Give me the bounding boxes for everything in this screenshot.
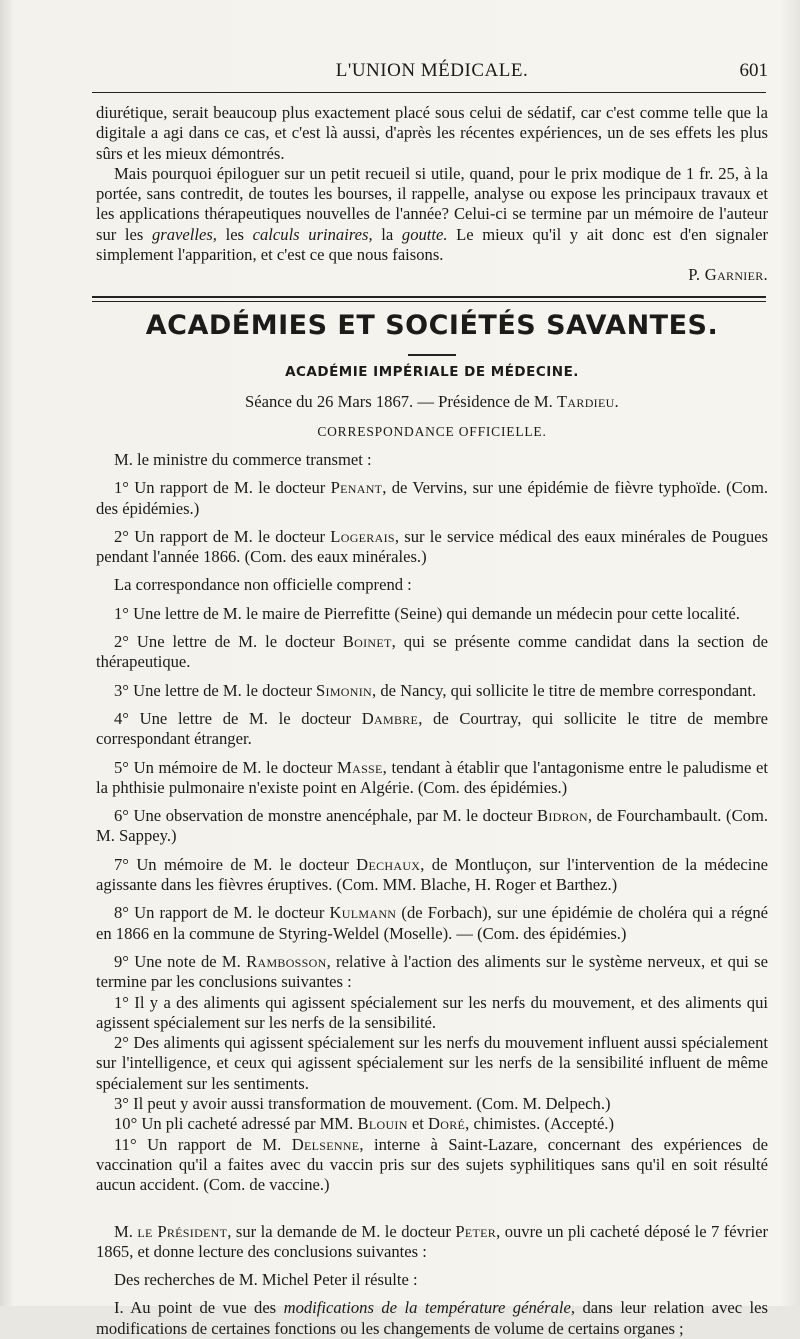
running-title: L'UNION MÉDICALE. — [335, 60, 529, 81]
nonofficial-item-9: 9° Une note de M. Rambosson, relative à l'action des aliments sur le système nerveux, et qui se termine par les conclusions suivantes : — [96, 951, 768, 992]
nonofficial-intro: La correspondance non officielle comprend : — [114, 575, 412, 595]
section-rule-bottom — [92, 301, 766, 302]
intro-review — [96, 103, 768, 286]
header-rule — [92, 92, 766, 93]
nonofficial-item-8: 8° Un rapport de M. le docteur Kulmann (de Forbach), sur une épidémie de choléra qui a régné en 1866 en la commune de Styring-Weldel (Moselle). — (Com. des épidémies.) — [96, 903, 769, 943]
section-rule-top — [92, 296, 766, 298]
running-header — [96, 60, 768, 88]
correspondance-officielle-heading: CORRESPONDANCE OFFICIELLE. — [317, 424, 547, 439]
official-item-1: 1° Un rapport de M. le docteur Penant, de Vervins, sur une épidémie de fièvre typhoïde. (Com. des épidémies.) — [96, 478, 769, 518]
seance-line: Séance du 26 Mars 1867. — Présidence de M. Tardieu. — [245, 392, 619, 411]
title-divider — [408, 354, 456, 356]
nonofficial-item-11: 11° Un rapport de M. Delsenne, interne à Saint-Lazare, concernant des expériences de vaccination qu'il a faites avec du vaccin pris sur des sujets syphilitiques sans qu'il en soit résulté aucun accident. (Com. de vaccine.) — [96, 1134, 768, 1195]
nonofficial-item-10: 10° Un pli cacheté adressé par MM. Blouin et Doré, chimistes. (Accepté.) — [114, 1114, 614, 1134]
nonofficial-item-2: 2° Une lettre de M. le docteur Boinet, qui se présente comme candidat dans la section de thérapeutique. — [96, 632, 768, 672]
page-number: 601 — [739, 60, 768, 81]
conclusion-1: 1° Il y a des aliments qui agissent spécialement sur les nerfs du mouvement, et des aliments qui agissent spécialement sur les nerfs de la sensibilité. — [96, 992, 768, 1032]
nonofficial-item-5: 5° Un mémoire de M. le docteur Masse, tendant à établir que l'antagonisme entre le paludisme et la phthisie pulmonaire n'existe point en Algérie. (Com. des épidémies.) — [96, 757, 768, 797]
final-paragraph: I. Au point de vue des modifications de la température générale, dans leur relation avec les modifications de certaines fonctions ou les changements de volume de certains organes ; — [96, 1298, 768, 1338]
minister-line: M. le ministre du commerce transmet : — [114, 450, 372, 469]
signature: P. Garnier. — [688, 265, 768, 285]
research-line: Des recherches de M. Michel Peter il résulte : — [114, 1270, 418, 1290]
nonofficial-item-4: 4° Une lettre de M. le docteur Dambre, de Courtray, qui sollicite le titre de membre correspondant étranger. — [96, 708, 768, 749]
nonofficial-item-1: 1° Une lettre de M. le maire de Pierrefitte (Seine) qui demande un médecin pour cette localité. — [114, 603, 740, 623]
nonofficial-item-7: 7° Un mémoire de M. le docteur Dechaux, de Montluçon, sur l'intervention de la médecine agissante dans les fièvres éruptives. (Com. MM. Blache, H. Roger et Barthez.) — [96, 854, 768, 895]
nonofficial-item-6: 6° Une observation de monstre anencéphale, par M. le docteur Bidron, de Fourchambault. (Com. M. Sappey.) — [96, 806, 768, 846]
intro-paragraph-2: Mais pourquoi épiloguer sur un petit recueil si utile, quand, pour le prix modique de 1 fr. 25, à la portée, sans contredit, de toutes les bourses, il rappelle, analyse ou expose les principaux travaux et les applications thérapeutiques nouvelles de l'année? Celui-ci se termine par un mémoire de l'auteur sur les gravelles, les calculs urinaires, la goutte. Le mieux qu'il y ait donc est d'en signaler simplement l'apparition, et c'est ce que nous faisons. — [96, 163, 768, 265]
academy-name: ACADÉMIE IMPÉRIALE DE MÉDECINE. — [285, 364, 579, 380]
conclusion-2: 2° Des aliments qui agissent spécialement sur les nerfs du mouvement influent aussi spécialement sur l'intelligence, et ceux qui agissent spécialement sur les nerfs de la sensibilité influent de même spécialement sur les sentiments. — [96, 1033, 768, 1093]
official-item-2: 2° Un rapport de M. le docteur Logerais, sur le service médical des eaux minérales de Pougues pendant l'année 1866. (Com. des eaux minérales.) — [96, 526, 769, 567]
nonofficial-item-3: 3° Une lettre de M. le docteur Simonin, de Nancy, qui sollicite le titre de membre correspondant. — [114, 680, 757, 700]
intro-paragraph-1: diurétique, serait beaucoup plus exactement placé sous celui de sédatif, car c'est comme telle que la digitale a agi dans ce cas, et c'est là aussi, d'après les récentes expériences, un de ses effets les plus sûrs et les mieux démontrés. — [96, 103, 768, 163]
president-paragraph: M. le Président, sur la demande de M. le docteur Peter, ouvre un pli cacheté déposé le 7 février 1865, et donne lecture des conclusions suivantes : — [96, 1221, 768, 1261]
correspondance-body — [96, 450, 768, 1339]
conclusion-3: 3° Il peut y avoir aussi transformation de mouvement. (Com. M. Delpech.) — [114, 1094, 611, 1114]
section-title: ACADÉMIES ET SOCIÉTÉS SAVANTES. — [145, 310, 719, 341]
